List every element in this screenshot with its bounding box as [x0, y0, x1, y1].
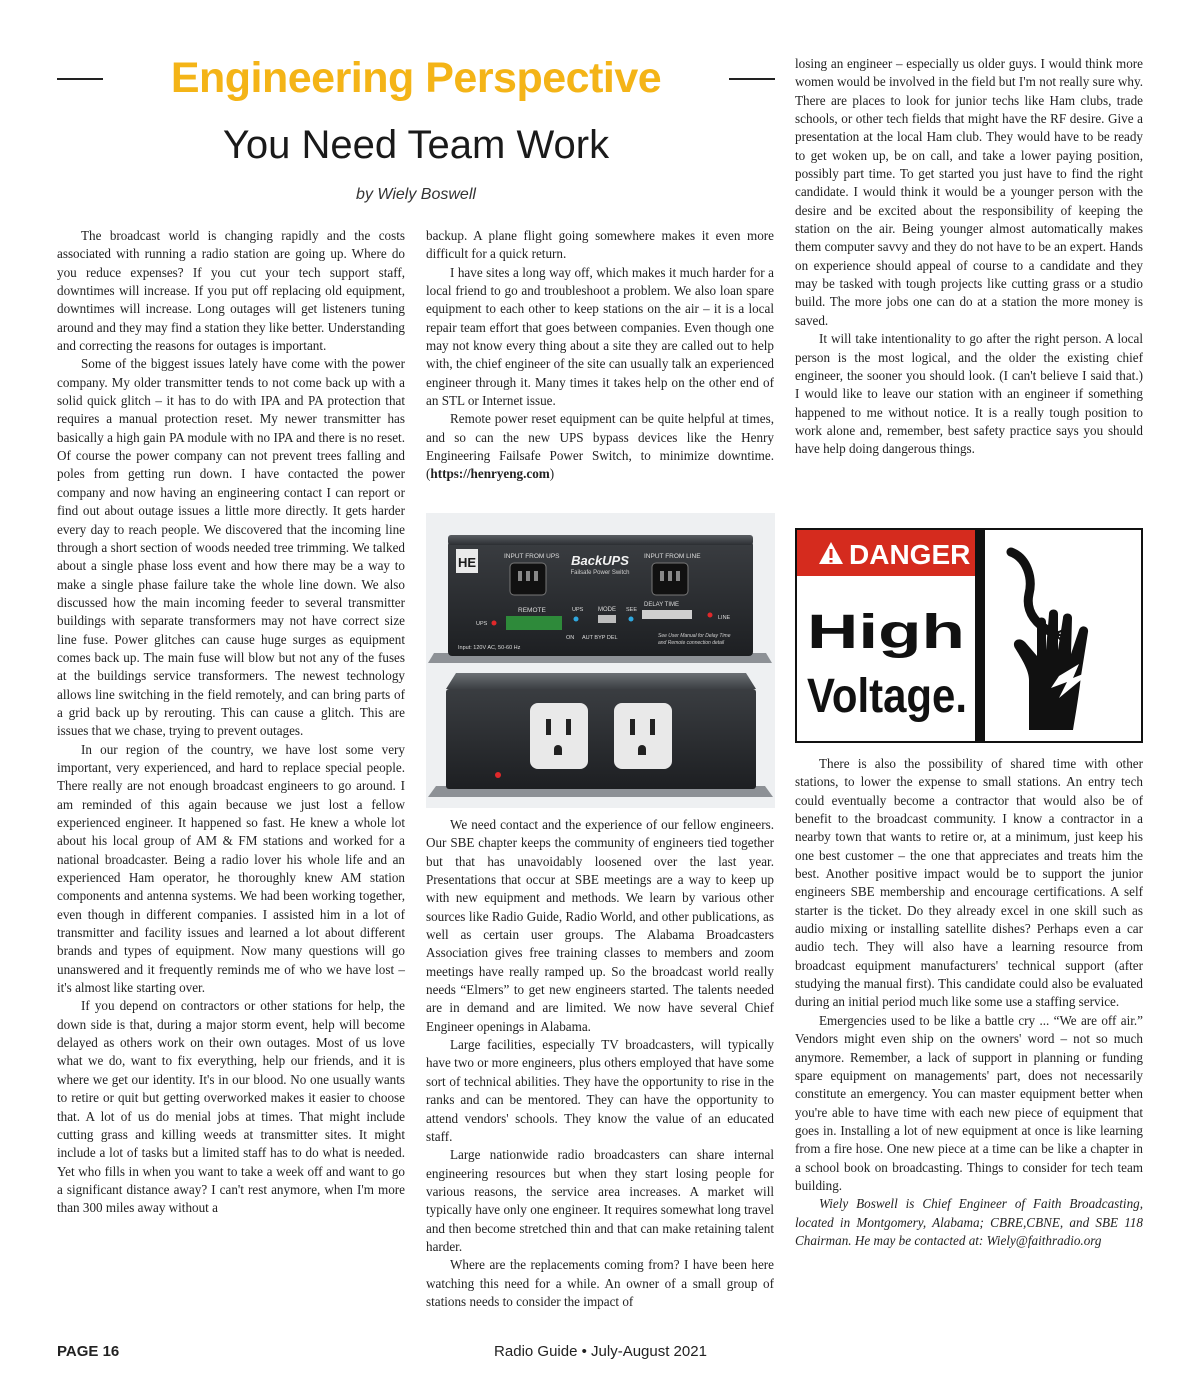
outlet-slot	[566, 719, 571, 735]
power-led	[495, 772, 501, 778]
paragraph: Some of the biggest issues lately have come with the power company. My older transmitter tends to not come back up with a solid quick glitch – it has to do with IPA and PA protection that requires a manual protection reset. My newer transmitter has basically a high gain PA module with no IPA and there is no reset. Of course the power company can not prevent trees falling and poles from getting run down. I have contacted the power company and now having an engineering contact I can report or find out about outage issues a little more directly. It gets harder every day to reach people. We discovered that the incoming line through a short section of woods needed tree trimming. We talked about a single phase loss event and how there may be a way to make a single phase failure take the whole line down. We also discussed how the main incoming feeder to several transmitter buildings with separate transformers may not have correct size line fuse. Power glitches can cause huge surges as equipment comes back up. The main fuse will blow but not any of the fuses at the buildings service transformers. The newest technology allows line switching in the field remotely, and can bring parts of a grid back up by rerouting. This can cause a glitch. This are issues that we chase, trying to prevent outages.	[57, 356, 405, 739]
outlet-left	[530, 703, 588, 769]
publication-footer: Radio Guide • July-August 2021	[494, 1343, 707, 1360]
inlet-pin	[534, 571, 538, 581]
outlet-ground	[638, 745, 646, 755]
lower-unit-front	[428, 673, 773, 797]
outlet-slot	[650, 719, 655, 735]
section-kicker: Engineering Perspective	[170, 54, 662, 102]
manual-note-2: and Remote connection detail	[658, 640, 725, 646]
inlet-pin	[518, 571, 522, 581]
paragraph-text: Remote power reset equipment can be quite helpful at times, and so can the new UPS bypass devices like the Henry Engineering Failsafe Power Switch, to minimize downtime. (	[426, 411, 774, 482]
voltage-label: Voltage.	[807, 670, 967, 723]
ups-status-led	[574, 617, 579, 622]
paragraph-continued: backup. A plane flight going somewhere makes it even more difficult for a quick return.	[426, 228, 774, 262]
upper-unit-top	[448, 535, 753, 545]
headline-rule-left	[57, 78, 103, 80]
upper-unit-rear	[428, 535, 772, 663]
label-ups: UPS	[572, 607, 584, 613]
article-title: You Need Team Work	[222, 123, 610, 167]
label-see: SEE	[626, 607, 638, 613]
danger-label: DANGER	[849, 539, 971, 570]
article-column-3	[795, 55, 1143, 459]
paragraph-text-end: )	[549, 466, 555, 482]
backups-product-photo	[426, 513, 775, 808]
henryeng-link[interactable]: https://henryeng.com	[430, 466, 550, 482]
headline	[57, 52, 775, 104]
headline-rule-right	[729, 78, 775, 80]
warning-exclamation-dot	[830, 560, 833, 563]
outlet-right	[614, 703, 672, 769]
he-logo-text: HE	[457, 555, 477, 570]
paragraph: We need contact and the experience of our fellow engineers. Our SBE chapter keeps the community of engineers tied together but that has unavoidably loosened over the last year. Presentations that occur at SBE meetings are a way to keep up with new equipment and methods. We learn by various other sources like Radio Guide, Radio World, and other publications, as well as certain user groups. The Alabama Broadcasters Association gives free training classes to members and zoom meetings have really ramped up. So the broadcast world really needs “Elmers” to get new engineers started. The talents needed are in demand and are limited. We now have several Chief Engineer openings in Alabama.	[426, 817, 774, 1034]
author-bio	[795, 1195, 1143, 1250]
inlet-pin	[676, 571, 680, 581]
label-on: ON	[566, 635, 575, 641]
paragraph: Large facilities, especially TV broadcasters, will typically have two or more engineers, plus others employed that have some sort of technical abilities. They have the opportunity to rise in the ranks and can be mentored. They can have the opportunity to attend vendors' schools. They know the value of an educated staff.	[426, 1037, 774, 1144]
mode-switch	[598, 615, 616, 623]
label-aut-byp-del: AUT BYP DEL	[582, 635, 618, 641]
outlet-slot	[546, 719, 551, 735]
remote-terminal-block	[506, 616, 562, 630]
label-input-rating: Input: 120V AC, 50-60 Hz	[458, 645, 521, 651]
inlet-pin	[668, 571, 672, 581]
lower-unit-panel	[446, 689, 756, 789]
high-label: High	[807, 606, 965, 659]
paragraph: In our region of the country, we have lost some very important, very experienced, and hard to replace special people. There really are not enough broadcast engineers to go around. I am reminded of this again because we just lost a fellow experienced engineer. It happened so fast. He knew a whole lot about his local group of AM & FM stations and worked for a national broadcaster. Being a radio lover his whole life and an experienced Ham operator, he thoroughly knew AM station components and antenna systems. We had been working together, even though in different companies. I assisted him in a lot of transmitter and facility issues and learned a lot about different brands and types of equipment. Now many questions will go unanswered and it frequently reminds me of who we have lost – it's almost like starting over.	[57, 741, 405, 996]
page-number: PAGE 16	[57, 1343, 120, 1360]
see-led	[629, 617, 634, 622]
paragraph: It will take intentionality to go after the right person. A local person is the most logical, and the older the existing chief engineer, the sooner you should look. (I can't believe I said that.) I would like to leave our station with an engineer if something happened to me without notice. It is a really tough position to work alone and, remember, best safety practice says you should have help doing dangerous things.	[795, 331, 1143, 457]
lower-unit-top	[446, 673, 756, 689]
article-column-2	[426, 227, 774, 484]
paragraph	[426, 410, 774, 483]
author-bio-text: Wiely Boswell is Chief Engineer of Faith Broadcasting, located in Montgomery, Alabama; CBRE,CBNE, and SBE 118 Chairman. He may be contacted at: Wiely@faithradio.org	[795, 1196, 1143, 1248]
outlet-slot	[630, 719, 635, 735]
inlet-pin	[526, 571, 530, 581]
paragraph: Where are the replacements coming from? I have been here watching this need for a while. An owner of a small group of stations needs to consider the impact of	[426, 1257, 774, 1309]
label-delay-time: DELAY TIME	[644, 602, 680, 608]
label-input-from-line: INPUT FROM LINE	[644, 553, 701, 560]
paragraph: I have sites a long way off, which makes it much harder for a local friend to go and troubleshoot a problem. We also loan spare equipment to each other to keep stations on the air – it is a local repair team effort that goes between companies. Even though one may not know every thing about a site they are called out to help with, the chief engineer of the site can usually talk an experienced engineer through it. Many times it takes help on the other end of an STL or Internet issue.	[426, 264, 774, 409]
paragraph: Large nationwide radio broadcasters can share internal engineering resources but when they start losing people for various reasons, the service area increases. A market will typically have only one engineer. It requires somewhat long travel and then become stretched thin and that can make retaining talent harder.	[426, 1147, 774, 1254]
paragraph: If you depend on contractors or other stations for help, the down side is that, during a major storm event, help will become delayed as others work on their own outages. Most of us love what we do, want to fix everything, help our friends, and it is where we get our identity. It's in our blood. No one usually wants to retire or quit but getting overworked makes it easier to choose that. A lot of us do menial jobs at times. That might include cutting grass and killing weeds at transmitter sites. It might include a lot of tasks but a limited staff has to do what is needed. Yet who fills in when you want to take a week off and want to go a significant distance away? I can't rest anymore, when I'm more than 300 miles away without a	[57, 998, 405, 1216]
paragraph: Emergencies used to be like a battle cry ... “We are off air.” Vendors might even ship on the owners' word – not so much anymore. Remember, a lack of support in planning or funding spare equipment on managements' part, does not necessarily constitute an emergency. You can master equipment better when you're able to have time with each new piece of equipment that goes in. Installing a lot of new equipment at once is like learning from a fire hose. One new piece at a time can be like a chapter in a school book on broadcasting. Things to consider for tech team building.	[795, 1012, 1143, 1193]
line-led	[708, 613, 713, 618]
brand-backups: BackUPS	[571, 553, 629, 568]
outlet-ground	[554, 745, 562, 755]
delay-dip-switch	[642, 610, 692, 619]
danger-sign-illustration	[797, 530, 1141, 741]
warning-exclamation	[830, 549, 833, 558]
manual-note-1: See User Manual for Delay Time	[658, 633, 731, 639]
danger-high-voltage-sign	[795, 528, 1143, 743]
brand-subtitle: Failsafe Power Switch	[570, 570, 630, 576]
article-column-2-lower	[426, 816, 774, 1311]
sign-divider	[975, 530, 985, 741]
article-column-3-lower	[795, 755, 1143, 1250]
paragraph: The broadcast world is changing rapidly and the costs associated with running a radio station are going up. Where do you reduce expenses? If you cut your tech support staff, downtimes will increase. If you put off replacing old equipment, downtimes will increase. Long outages will get listeners tuning around and they may find a station they like better. Understanding and correcting the reasons for outages is important.	[57, 228, 405, 354]
ups-led	[492, 621, 497, 626]
article-column-1	[57, 227, 405, 1218]
label-mode: MODE	[598, 607, 616, 613]
paragraph-continued: losing an engineer – especially us older guys. I would think more women would be involved in the field but I'm not really sure why. There are places to look for junior techs like Ham clubs, trade schools, or other tech fields that might have the RF desire. Give a presentation at the local Ham club. They would have to be ready to get woken up, be on call, and take a lower paying position, possibly part time. To get started you just have to find the right candidate. I would think it would be a younger person with the desire and be excited about the responsibility of keeping the station on the air. Being younger almost automatically makes them computer savvy and they do not have to be an expert. Hands on experience should appeal of course to a candidate and they may be tasked with tough projects like cutting grass or a studio build. The more jobs one can do at a station the more money is saved.	[795, 56, 1143, 328]
label-ups-led: UPS	[476, 621, 488, 627]
label-line: LINE	[718, 615, 731, 621]
backups-device-illustration	[426, 513, 775, 808]
article-byline: by Wiely Boswell	[356, 186, 476, 203]
label-input-from-ups: INPUT FROM UPS	[504, 553, 560, 560]
label-remote: REMOTE	[518, 607, 546, 614]
inlet-pin	[660, 571, 664, 581]
paragraph: There is also the possibility of shared time with other stations, to lower the expense to small stations. An entry tech could eventually become a contractor that would also be of benefit to the broadcast community. I know a contractor in a nearby town that wants to retire or, at a minimum, just keep his one best customer – the one that appreciates and treats him the best. Another positive impact would be to support the junior engineers SBE membership and encourage certifications. A self starter is the ticket. Do they already excel in one skill such as audio mixing or installing satellite dishes? Perhaps even a car audio tech. They will also have a learning resource from broadcast equipment manufacturers' technical support (after studying the manual first). This candidate could also be evaluated during an initial period much like some use a staffing service.	[795, 756, 1143, 1010]
